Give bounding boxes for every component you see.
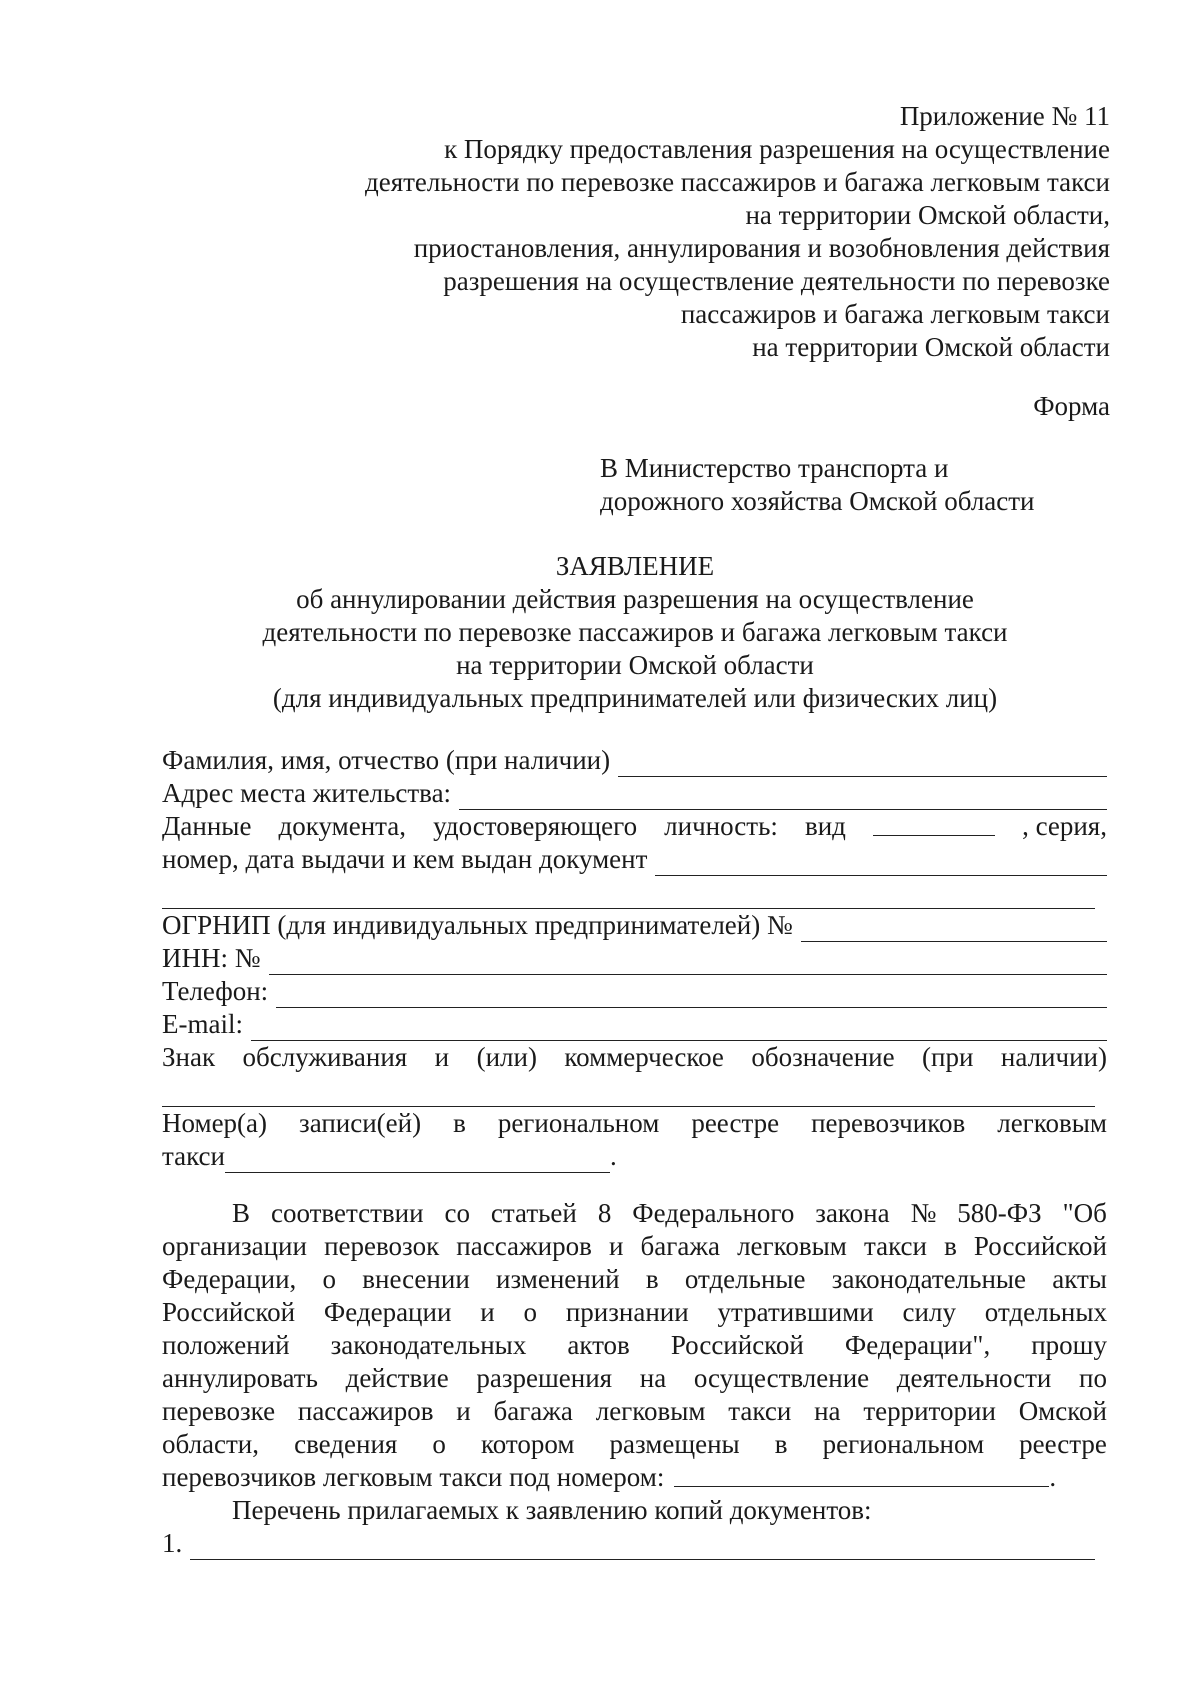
inn-field bbox=[162, 942, 1107, 975]
word: по bbox=[1079, 1363, 1107, 1393]
body-line bbox=[162, 1230, 1107, 1263]
word: пассажиров bbox=[297, 1396, 434, 1426]
fio-blank[interactable] bbox=[618, 751, 1107, 777]
word: такси bbox=[863, 1231, 927, 1261]
service-mark-blank[interactable] bbox=[162, 1074, 1095, 1107]
address-blank[interactable] bbox=[459, 784, 1107, 810]
phone-blank[interactable] bbox=[276, 982, 1107, 1008]
word: Номер(а) bbox=[162, 1108, 268, 1138]
body-line bbox=[162, 1197, 1107, 1230]
phone-label: Телефон: bbox=[162, 976, 269, 1006]
inn-blank[interactable] bbox=[269, 949, 1107, 975]
word: и bbox=[608, 1231, 624, 1261]
word: и bbox=[456, 1396, 471, 1426]
word: реестре bbox=[691, 1108, 780, 1138]
word: положений bbox=[162, 1330, 290, 1360]
word: разрешения bbox=[476, 1363, 613, 1393]
registry-number-blank[interactable] bbox=[674, 1461, 1049, 1487]
body-line bbox=[162, 1428, 1107, 1461]
body-line bbox=[162, 1263, 1107, 1296]
word: региональном bbox=[497, 1108, 660, 1138]
appendix-header bbox=[365, 100, 1110, 364]
address-label: Адрес места жительства: bbox=[162, 778, 452, 808]
word: законодательных bbox=[330, 1330, 527, 1360]
form-label: Форма bbox=[1033, 391, 1110, 421]
word: Федерации bbox=[323, 1297, 452, 1327]
word: документа, bbox=[278, 811, 407, 841]
fio-field bbox=[162, 744, 1107, 777]
body-line bbox=[162, 1329, 1107, 1362]
word: о bbox=[523, 1297, 538, 1327]
word: Данные bbox=[162, 811, 252, 841]
word: деятельности bbox=[896, 1363, 1052, 1393]
word: в bbox=[774, 1429, 788, 1459]
word: Российской bbox=[162, 1297, 296, 1327]
word: легковым bbox=[737, 1231, 847, 1261]
word: Федерации, bbox=[162, 1264, 297, 1294]
word: организации bbox=[162, 1231, 307, 1261]
word: изменений bbox=[496, 1264, 620, 1294]
word: перевозке bbox=[162, 1396, 276, 1426]
id-document-details-field bbox=[162, 843, 1107, 876]
registry-number-blank[interactable] bbox=[225, 1147, 610, 1173]
word: силу bbox=[902, 1297, 956, 1327]
body-line bbox=[162, 1296, 1107, 1329]
body-line bbox=[162, 1362, 1107, 1395]
word: обслуживания bbox=[242, 1042, 408, 1072]
body-paragraph bbox=[162, 1197, 1107, 1560]
attachments-label: Перечень прилагаемых к заявлению копий документов: bbox=[232, 1495, 872, 1525]
word: пассажиров bbox=[456, 1231, 592, 1261]
word: на bbox=[639, 1363, 667, 1393]
word: (при bbox=[922, 1042, 974, 1072]
word: легковым bbox=[997, 1108, 1107, 1138]
word: действие bbox=[345, 1363, 449, 1393]
title-heading: ЗАЯВЛЕНИЕ bbox=[555, 551, 715, 581]
appendix-line: Приложение № 11 bbox=[899, 101, 1110, 131]
item-number: 1. bbox=[162, 1528, 183, 1558]
word: удостоверяющего bbox=[433, 811, 638, 841]
applicant-fields bbox=[162, 744, 1107, 1173]
title-line-1: об аннулировании действия разрешения на осуществление bbox=[296, 584, 974, 614]
word: Федерации", bbox=[844, 1330, 991, 1360]
addressee-line-2: дорожного хозяйства Омской области bbox=[600, 486, 1035, 516]
word: 580-ФЗ bbox=[957, 1198, 1042, 1228]
appendix-line: пассажиров и багажа легковым такси bbox=[680, 299, 1110, 329]
appendix-line: приостановления, аннулирования и возобновления действия bbox=[413, 233, 1110, 263]
word: акты bbox=[1052, 1264, 1107, 1294]
word: сведения bbox=[294, 1429, 398, 1459]
inn-label: ИНН: № bbox=[162, 943, 261, 973]
title-line-2: деятельности по перевозке пассажиров и багажа легковым такси bbox=[262, 617, 1008, 647]
word: территории bbox=[863, 1396, 996, 1426]
word: Федерального bbox=[632, 1198, 795, 1228]
word: Знак bbox=[162, 1042, 216, 1072]
body-line bbox=[162, 1461, 1107, 1494]
ogrnip-field bbox=[162, 909, 1107, 942]
appendix-line: к Порядку предоставления разрешения на осуществление bbox=[444, 134, 1110, 164]
word: внесении bbox=[362, 1264, 470, 1294]
word: Российской bbox=[670, 1330, 804, 1360]
word: со bbox=[444, 1198, 470, 1228]
ogrnip-blank[interactable] bbox=[801, 916, 1107, 942]
word: о bbox=[322, 1264, 337, 1294]
word: перевозчиков bbox=[811, 1108, 966, 1138]
appendix-line: на территории Омской области, bbox=[745, 200, 1110, 230]
title-line-4: (для индивидуальных предпринимателей или физических лиц) bbox=[272, 683, 998, 713]
doc-details-label: номер, дата выдачи и кем выдан документ bbox=[162, 844, 648, 874]
word: перевозок bbox=[324, 1231, 440, 1261]
addressee-line-1: В Министерство транспорта и bbox=[600, 453, 949, 483]
word: багажа bbox=[493, 1396, 573, 1426]
doc-details-blank[interactable] bbox=[655, 850, 1107, 876]
id-document-row bbox=[162, 810, 1107, 843]
registry-taxi-row bbox=[162, 1140, 1107, 1173]
appendix-line: на территории Омской области bbox=[752, 332, 1110, 362]
word: аннулировать bbox=[162, 1363, 318, 1393]
service-mark-row bbox=[162, 1041, 1107, 1074]
word: 8 bbox=[597, 1198, 612, 1228]
addressee bbox=[600, 452, 1035, 518]
word: записи(ей) bbox=[299, 1108, 422, 1138]
word: осуществление bbox=[693, 1363, 870, 1393]
word: наличии) bbox=[1000, 1042, 1107, 1072]
word: "Об bbox=[1062, 1198, 1107, 1228]
fio-label: Фамилия, имя, отчество (при наличии) bbox=[162, 745, 611, 775]
word: размещены bbox=[609, 1429, 740, 1459]
word: (или) bbox=[476, 1042, 537, 1072]
attachment-1-blank[interactable] bbox=[190, 1534, 1095, 1560]
word: в bbox=[944, 1231, 957, 1261]
word: коммерческое bbox=[564, 1042, 724, 1072]
word: отдельные bbox=[684, 1264, 806, 1294]
word: утратившими bbox=[717, 1297, 874, 1327]
email-field bbox=[162, 1008, 1107, 1041]
word: актов bbox=[567, 1330, 630, 1360]
word: № bbox=[910, 1198, 937, 1228]
word: В bbox=[232, 1198, 251, 1228]
title-line-3: на территории Омской области bbox=[456, 650, 814, 680]
appendix-line: деятельности по перевозке пассажиров и багажа легковым такси bbox=[364, 167, 1110, 197]
word: обозначение bbox=[751, 1042, 895, 1072]
word: и bbox=[480, 1297, 495, 1327]
phone-field bbox=[162, 975, 1107, 1008]
word: в bbox=[453, 1108, 466, 1138]
word: Российской bbox=[973, 1231, 1107, 1261]
word: прошу bbox=[1031, 1330, 1107, 1360]
word: признании bbox=[565, 1297, 689, 1327]
word: отдельных bbox=[984, 1297, 1107, 1327]
word: и bbox=[434, 1042, 450, 1072]
registry-taxi-label: такси bbox=[162, 1141, 225, 1171]
doc-details-continuation-blank[interactable] bbox=[162, 876, 1095, 909]
attachments-title bbox=[162, 1494, 1107, 1527]
address-field bbox=[162, 777, 1107, 810]
word: области, bbox=[162, 1429, 260, 1459]
word: такси bbox=[728, 1396, 792, 1426]
word: законодательные bbox=[831, 1264, 1027, 1294]
body-line bbox=[162, 1395, 1107, 1428]
word: соответствии bbox=[270, 1198, 424, 1228]
registry-number-label: перевозчиков легковым такси под номером: bbox=[162, 1462, 665, 1492]
email-label: E-mail: bbox=[162, 1009, 243, 1039]
email-blank[interactable] bbox=[251, 1015, 1107, 1041]
word: вид bbox=[804, 811, 846, 841]
word: Омской bbox=[1018, 1396, 1107, 1426]
registry-row bbox=[162, 1107, 1107, 1140]
word: на bbox=[814, 1396, 841, 1426]
word: личность: bbox=[664, 811, 778, 841]
word: реестре bbox=[1019, 1429, 1107, 1459]
word: котором bbox=[481, 1429, 575, 1459]
document-title bbox=[140, 550, 1130, 715]
word: о bbox=[432, 1429, 446, 1459]
word: в bbox=[645, 1264, 659, 1294]
word: легковым bbox=[595, 1396, 706, 1426]
word: закона bbox=[815, 1198, 890, 1228]
doc-type-blank[interactable] bbox=[873, 810, 995, 836]
period: . bbox=[1049, 1462, 1057, 1492]
attachment-item-1 bbox=[162, 1527, 1095, 1560]
appendix-line: разрешения на осуществление деятельности по перевозке bbox=[443, 266, 1110, 296]
ogrnip-label: ОГРНИП (для индивидуальных предпринимателей) № bbox=[162, 910, 793, 940]
word: региональном bbox=[822, 1429, 985, 1459]
doc-series-label: , серия, bbox=[1022, 811, 1107, 841]
period: . bbox=[610, 1141, 617, 1171]
word: багажа bbox=[640, 1231, 720, 1261]
word: статьей bbox=[490, 1198, 577, 1228]
